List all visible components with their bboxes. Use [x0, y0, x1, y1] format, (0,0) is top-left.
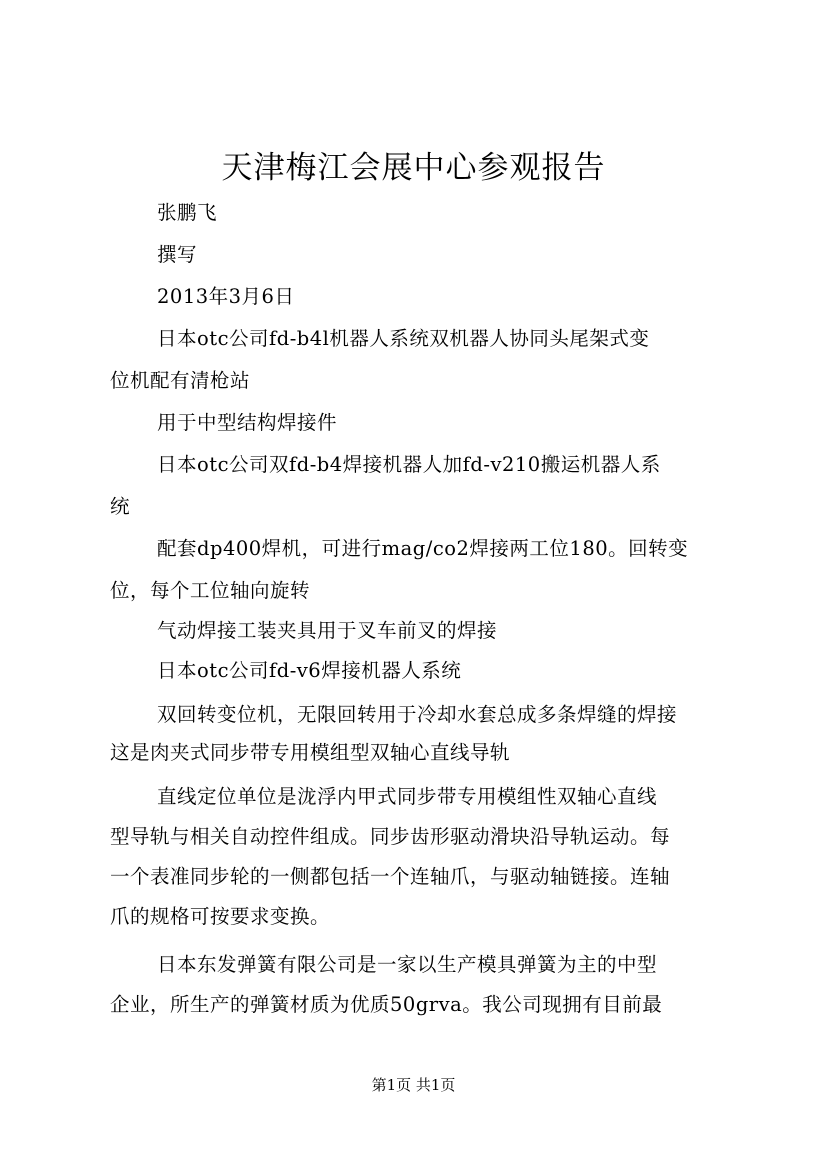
page-footer: 第1页 共1页: [371, 1076, 456, 1094]
date-line: 2013年3月6日: [157, 285, 295, 308]
paragraph-line: 日本otc公司fd-b4l机器人系统双机器人协同头尾架式变: [157, 327, 650, 350]
paragraph-line: 日本otc公司fd-v6焊接机器人系统: [157, 659, 462, 682]
paragraph-line: 统: [110, 495, 131, 518]
paragraph-line: 爪的规格可按要求变换。: [110, 905, 331, 928]
paragraph-line: 位，每个工位轴向旋转: [110, 579, 311, 602]
written-by-line: 撰写: [157, 243, 198, 266]
author-line: 张鹏飞: [157, 201, 218, 224]
paragraph-line: 型导轨与相关自动控件组成。同步齿形驱动滑块沿导轨运动。每: [110, 825, 671, 848]
paragraph-line: 直线定位单位是泷浮内甲式同步带专用模组性双轴心直线: [157, 785, 658, 808]
paragraph-line: 这是肉夹式同步带专用模组型双轴心直线导轨: [110, 741, 511, 764]
document-title: 天津梅江会展中心参观报告: [221, 150, 606, 186]
paragraph-line: 用于中型结构焊接件: [157, 411, 338, 434]
paragraph-line: 双回转变位机，无限回转用于冷却水套总成多条焊缝的焊接: [157, 703, 678, 726]
paragraph-line: 配套dp400焊机，可进行mag/co2焊接两工位180。回转变: [157, 537, 689, 560]
paragraph-line: 位机配有清枪站: [110, 369, 251, 392]
paragraph-line: 一个表准同步轮的一侧都包括一个连轴爪，与驱动轴链接。连轴: [110, 865, 671, 888]
paragraph-line: 日本otc公司双fd-b4焊接机器人加fd-v210搬运机器人系: [157, 453, 661, 476]
paragraph-line: 日本东发弹簧有限公司是一家以生产模具弹簧为主的中型: [157, 953, 658, 976]
paragraph-line: 企业，所生产的弹簧材质为优质50grva。我公司现拥有目前最: [110, 993, 663, 1016]
paragraph-line: 气动焊接工装夹具用于叉车前叉的焊接: [157, 619, 498, 642]
